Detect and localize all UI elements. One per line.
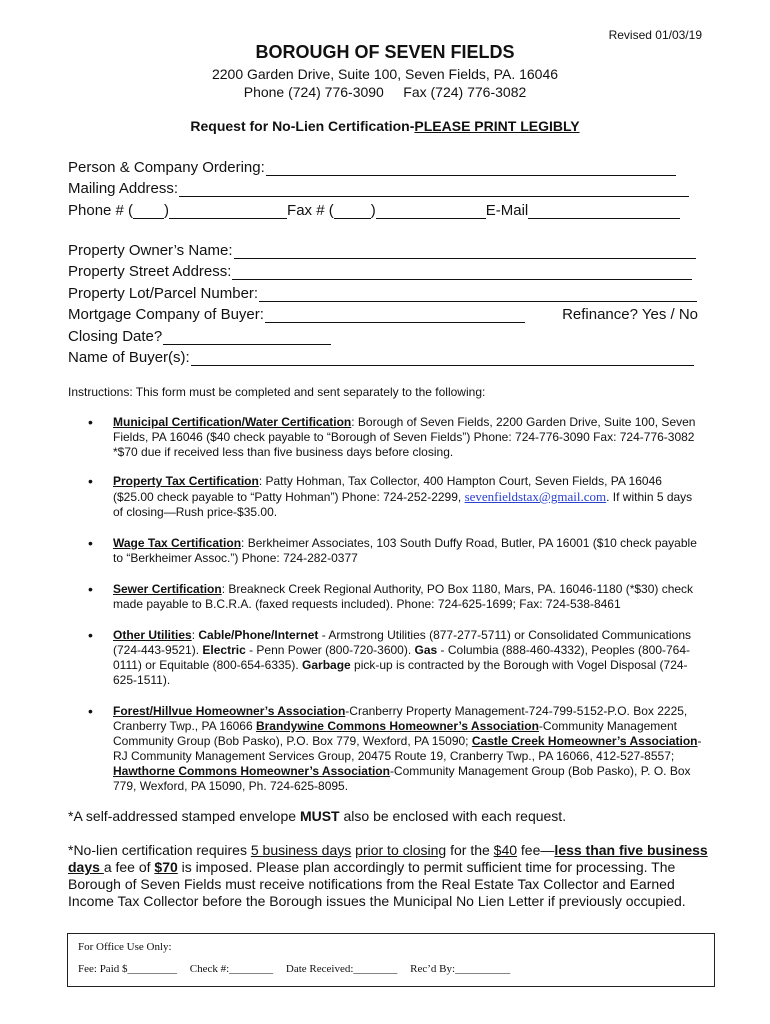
must-emphasis: MUST (299, 808, 340, 824)
contact-fields (68, 154, 698, 219)
print-legibly: PLEASE PRINT LEGIBLY (414, 118, 580, 134)
bullet-icon: • (88, 581, 93, 597)
list-item (88, 474, 703, 520)
mailing-address-blank[interactable] (179, 181, 689, 197)
property-fields (68, 237, 698, 366)
field-label: Property Lot/Parcel Number: (68, 284, 259, 302)
item-text: : Breakneck Creek Regional Authority, PO Box 1180, Mars, PA. 16046-1180 (*$30) check made payable to B.C.R.A. (faxed requests included). Phone: 724-625-1699; Fax: 724-538-8461 (113, 582, 694, 611)
item-text: : Borough of Seven Fields, 2200 Garden Drive, Suite 100, Seven Fields, PA 16046 ($40 check payable to “Borough of Seven Fields”) Phone: 724-776-3090 Fax: 724-776-3082 *$70 due if received less than five business days before closing. (113, 415, 696, 459)
borough-fax: Fax (724) 776-3082 (403, 84, 527, 100)
field-buyer-names[interactable] (68, 345, 698, 367)
bullet-icon: • (88, 535, 93, 551)
mortgage-blank[interactable] (265, 307, 525, 323)
office-use-fields (78, 963, 520, 975)
bullet-icon: • (88, 627, 93, 643)
person-company-blank[interactable] (266, 160, 676, 176)
less-than-five-days: less than five business days (68, 842, 708, 875)
list-item (88, 536, 703, 566)
item-text: . If within 5 days of closing—Rush price-$35.00. (113, 490, 693, 519)
list-item (88, 582, 703, 612)
list-item (88, 628, 703, 688)
item-text: - Armstrong Utilities (877-277-5711) or Consolidated Communications (724-443-9521). (113, 628, 691, 657)
street-address-blank[interactable] (232, 264, 692, 280)
item-label: Property Tax Certification (113, 474, 259, 488)
item-text: -Community Management Community Group (Bob Pasko), P.O. Box 779, Wexford, PA 15090; (113, 719, 677, 748)
owner-name-blank[interactable] (234, 243, 696, 259)
cable-label: Cable/Phone/Internet (198, 628, 319, 642)
field-person-company[interactable] (68, 154, 698, 176)
fax-area-blank[interactable] (334, 203, 371, 219)
field-mailing-address[interactable] (68, 176, 698, 198)
borough-title: BOROUGH OF SEVEN FIELDS (255, 42, 515, 62)
garbage-label: Garbage (302, 658, 351, 672)
field-label: Name of Buyer(s): (68, 349, 190, 366)
item-text: : (191, 628, 199, 642)
item-text: -Community Management Group (Bob Pasko), P. O. Box 779, Wexford, PA 15090, Ph. 724-625-8095. (113, 764, 691, 793)
field-mortgage-company[interactable] (68, 302, 698, 324)
list-item (88, 704, 703, 794)
borough-address: 2200 Garden Drive, Suite 100, Seven Fields, PA. 16046 (211, 66, 559, 82)
phone-area-blank[interactable] (133, 203, 164, 219)
field-phone-fax-email[interactable] (68, 197, 698, 219)
hawthorne-label: Hawthorne Commons Homeowner’s Association (113, 764, 390, 778)
form-heading (0, 118, 770, 134)
gas-label: Gas (414, 643, 438, 657)
note-text: a fee of (103, 859, 155, 875)
prior-to-closing: prior to closing (355, 842, 447, 858)
phone-number-blank[interactable] (169, 203, 287, 219)
field-label: Mortgage Company of Buyer: (68, 306, 264, 323)
item-text: pick-up is contracted by the Borough with Vogel Disposal (724-625-1511). (113, 658, 688, 687)
email-blank[interactable] (528, 203, 680, 219)
note-text: *A self-addressed stamped envelope (68, 808, 300, 824)
field-label: Person & Company Ordering: (68, 158, 265, 176)
castle-creek-label: Castle Creek Homeowner’s Association (471, 734, 698, 748)
lot-parcel-blank[interactable] (259, 286, 697, 302)
field-lot-parcel[interactable] (68, 280, 698, 302)
electric-label: Electric (202, 643, 246, 657)
phone-label: Phone # ( (68, 201, 134, 219)
fax-number-blank[interactable] (376, 203, 486, 219)
bullet-icon: • (88, 414, 93, 430)
item-label: Wage Tax Certification (113, 536, 242, 550)
fax-label: Fax # ( (287, 201, 334, 219)
recipient-list (88, 415, 703, 808)
refinance-choice[interactable]: Refinance? Yes / No (562, 306, 698, 323)
fee-40: $40 (493, 842, 518, 858)
brandywine-label: Brandywine Commons Homeowner’s Association (255, 719, 539, 733)
item-label: Forest/Hillvue Homeowner’s Association (113, 704, 346, 718)
note-text: also be enclosed with each request. (339, 808, 567, 824)
item-text: : Berkheimer Associates, 103 South Duffy Road, Butler, PA 16001 ($10 check payable to “Berkheimer Assoc.”) Phone: 724-282-0377 (113, 536, 697, 565)
list-item (88, 415, 703, 460)
item-label: Other Utilities (113, 628, 192, 642)
buyer-names-blank[interactable] (191, 350, 694, 366)
email-label: E-Mail (485, 201, 529, 219)
item-text: : Patty Hohman, Tax Collector, 400 Hampton Court, Seven Fields, PA 16046 ($25.00 check payable to “Patty Hohman”) Phone: 724-252-2299, (113, 474, 662, 504)
instructions: Instructions: This form must be completed and sent separately to the following: (68, 385, 486, 399)
closing-date-blank[interactable] (163, 329, 331, 345)
fee-70: $70 (154, 859, 178, 875)
item-text: -Cranberry Property Management-724-799-5152-P.O. Box 2225, Cranberry Twp., PA 16066 (113, 704, 688, 733)
business-days: 5 business days (250, 842, 352, 858)
office-date-field[interactable]: Date Received:________ (285, 963, 398, 975)
fax-close: ) (370, 201, 376, 219)
bullet-icon: • (88, 703, 93, 719)
item-text: - Columbia (888-460-4332), Peoples (800-764-0111) or Equitable (800-654-6335). (113, 643, 691, 672)
office-recd-field[interactable]: Rec’d By:__________ (410, 963, 511, 975)
office-fee-field[interactable]: Fee: Paid $_________ (78, 963, 177, 975)
note-text: for the (446, 842, 494, 858)
field-street-address[interactable] (68, 259, 698, 281)
no-lien-note (68, 842, 708, 910)
tax-email-link[interactable]: sevenfieldstax@gmail.com (464, 489, 607, 504)
field-label: Property Owner’s Name: (68, 241, 233, 259)
item-text: - Penn Power (800-720-3600). (245, 643, 415, 657)
field-label: Property Street Address: (68, 263, 232, 280)
borough-contact (0, 84, 770, 100)
revision-date: Revised 01/03/19 (608, 28, 702, 42)
borough-phone: Phone (724) 776-3090 (243, 84, 384, 100)
field-label: Mailing Address: (68, 180, 179, 197)
field-owner-name[interactable] (68, 237, 698, 259)
office-check-field[interactable]: Check #:________ (189, 963, 274, 975)
phone-close: ) (164, 201, 170, 219)
sase-note (68, 808, 566, 824)
note-text: *No-lien certification requires (68, 842, 251, 858)
bullet-icon: • (88, 473, 93, 489)
office-use-title: For Office Use Only: (78, 941, 172, 953)
note-text: fee— (517, 842, 555, 858)
field-label: Closing Date? (68, 327, 163, 345)
note-text: is imposed. Please plan accordingly to permit sufficient time for processing. The Borough of Seven Fields must receive notifications from the Real Estate Tax Collector and Earned Income Tax Collector before the Borough issues the Municipal No Lien Letter if previously occupied. (68, 859, 686, 909)
item-label: Sewer Certification (113, 582, 222, 596)
item-label: Municipal Certification/Water Certification (113, 415, 352, 429)
field-closing-date[interactable] (68, 323, 698, 345)
office-use-box (67, 933, 715, 987)
form-heading-text: Request for No-Lien Certification- (190, 118, 415, 134)
item-text: -RJ Community Management Services Group, 20475 Route 19, Cranberry Twp., PA 16066, 412-527-8557; (113, 734, 702, 763)
